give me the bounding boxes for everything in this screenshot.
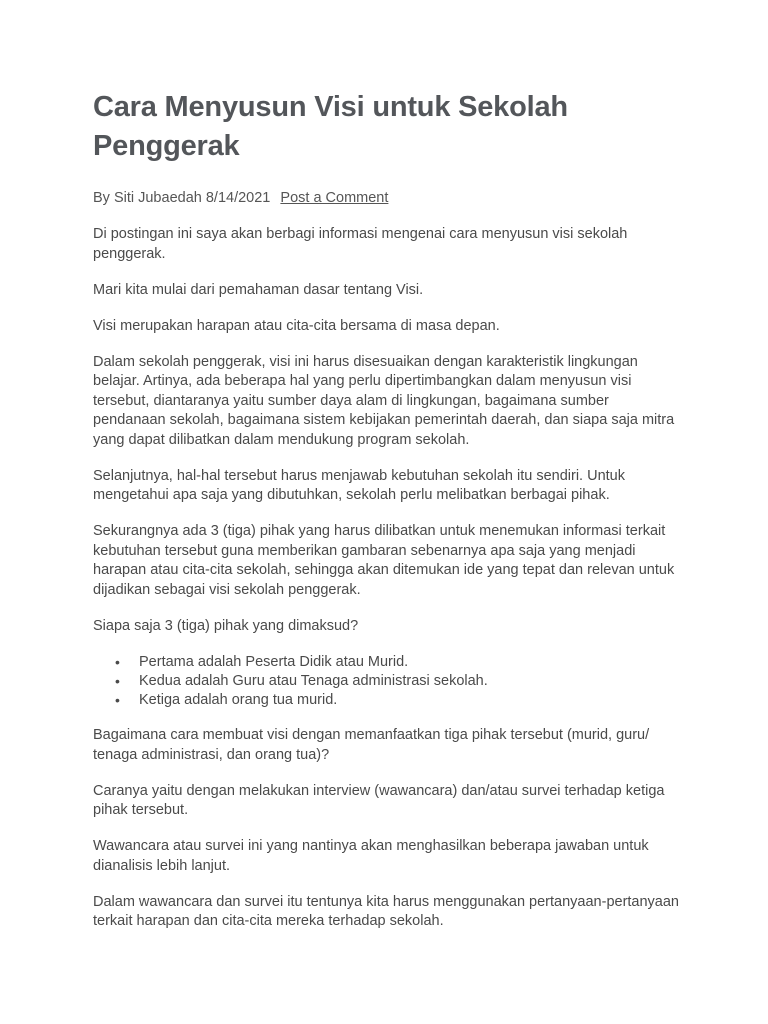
paragraph-method: Caranya yaitu dengan melakukan interview (wawancara) dan/atau survei terhadap ketiga pihak tersebut. xyxy=(93,782,665,818)
paragraph-how: Bagaimana cara membuat visi dengan memanfaatkan tiga pihak tersebut (murid, guru/ tenaga administrasi, dan orang tua)? xyxy=(93,727,650,763)
article-meta xyxy=(93,188,683,208)
article xyxy=(93,88,683,948)
list-item-text: Kedua adalah Guru atau Tenaga administrasi sekolah. xyxy=(139,672,488,689)
list-item xyxy=(93,653,683,672)
list-item-text: Pertama adalah Peserta Didik atau Murid. xyxy=(139,653,409,670)
bullet-icon: • xyxy=(115,653,120,670)
paragraph-questions: Dalam wawancara dan survei itu tentunya kita harus menggunakan pertanyaan-pertanyaan terkait harapan dan cita-cita mereka terhadap sekolah. xyxy=(93,893,679,929)
list-item xyxy=(93,691,683,710)
paragraph-definition: Visi merupakan harapan atau cita-cita bersama di masa depan. xyxy=(93,317,500,334)
list-item-text: Ketiga adalah orang tua murid. xyxy=(139,691,338,708)
paragraph-needs: Selanjutnya, hal-hal tersebut harus menjawab kebutuhan sekolah itu sendiri. Untuk mengetahui apa saja yang dibutuhkan, sekolah perlu melibatkan berbagai pihak. xyxy=(93,467,625,503)
parties-list xyxy=(93,653,683,710)
paragraph-context: Dalam sekolah penggerak, visi ini harus disesuaikan dengan karakteristik lingkungan belajar. Artinya, ada beberapa hal yang perlu dipertimbangkan dalam menyusun visi tersebut, diantaranya yaitu sumber daya alam di lingkungan, bagaimana sumber pendanaan sekolah, bagaimana sistem kebijakan pemerintah daerah, dan siapa saja mitra yang dapat dilibatkan dalam mendukung program sekolah. xyxy=(93,353,675,448)
post-date: 8/14/2021 xyxy=(205,190,271,206)
article-title: Cara Menyusun Visi untuk Sekolah Penggerak xyxy=(93,91,568,162)
paragraph-analysis: Wawancara atau survei ini yang nantinya akan menghasilkan beberapa jawaban untuk dianalisis lebih lanjut. xyxy=(93,838,649,874)
paragraph-parties: Sekurangnya ada 3 (tiga) pihak yang harus dilibatkan untuk menemukan informasi terkait kebutuhan tersebut guna memberikan gambaran sebenarnya apa saja yang menjadi harapan atau cita-cita sekolah, sehingga akan ditemukan ide yang tepat dan relevan untuk dijadikan sebagai visi sekolah penggerak. xyxy=(93,523,675,598)
paragraph-intro: Di postingan ini saya akan berbagi informasi mengenai cara menyusun visi sekolah penggerak. xyxy=(93,226,628,262)
paragraph-start: Mari kita mulai dari pemahaman dasar tentang Visi. xyxy=(93,281,424,298)
list-item xyxy=(93,672,683,691)
post-comment-link[interactable]: Post a Comment xyxy=(280,190,389,206)
bullet-icon: • xyxy=(115,672,120,689)
bullet-icon: • xyxy=(115,691,120,708)
paragraph-question: Siapa saja 3 (tiga) pihak yang dimaksud? xyxy=(93,617,359,634)
author-name: By Siti Jubaedah xyxy=(93,190,202,206)
